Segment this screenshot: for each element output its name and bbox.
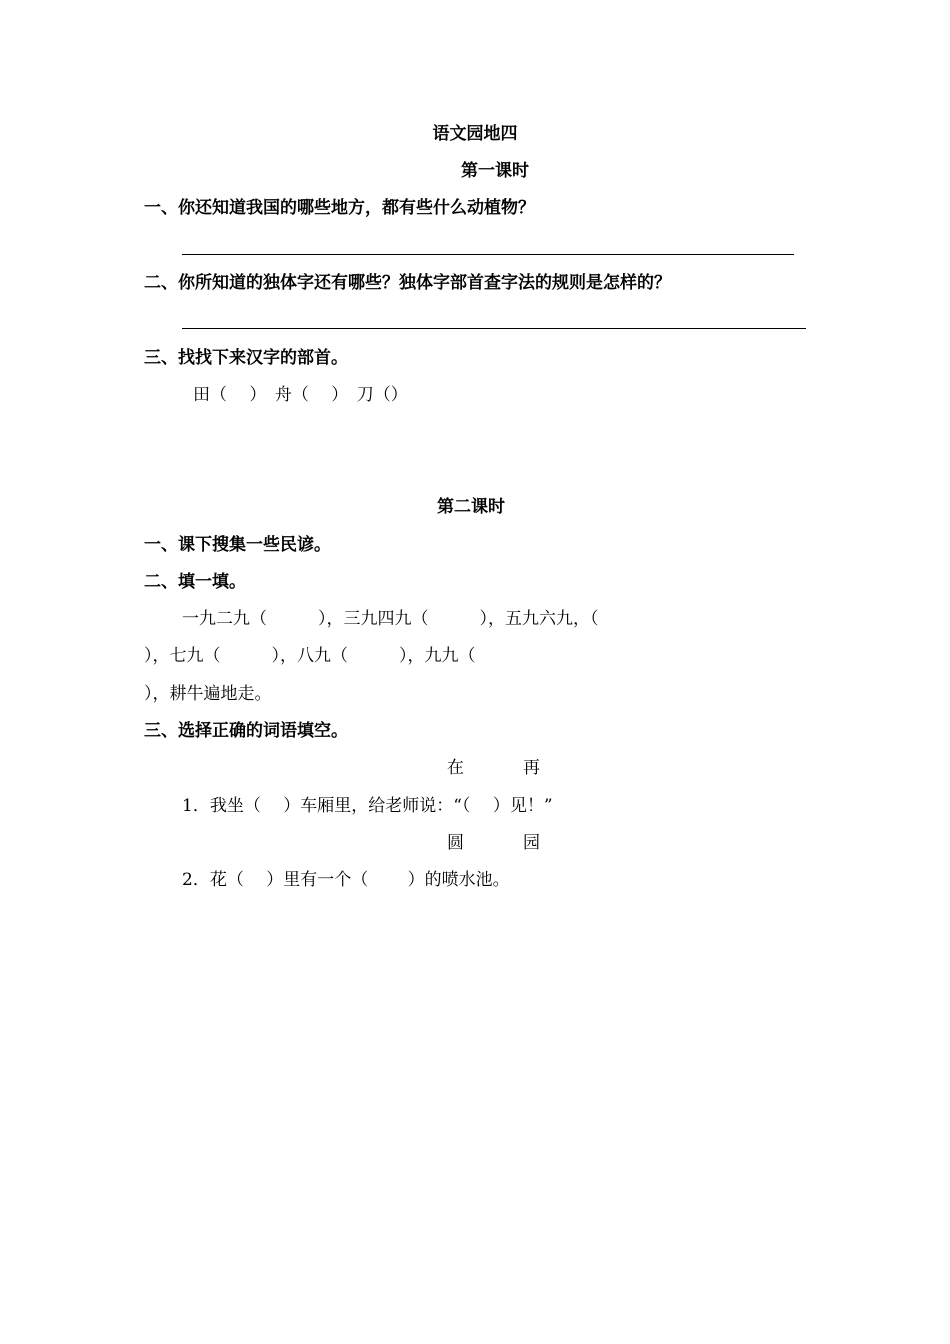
fill-item-1: 1．我坐（ ）车厢里，给老师说：“（ ）见！” [182,796,553,816]
lesson1-heading: 第一课时 [461,161,529,181]
lesson1-question-3: 三、找找下来汉字的部首。 [144,348,348,368]
fill-line-2: ），七九（ ），八九（ ），九九（ [144,646,476,666]
radical-items: 田（ ） 舟（ ） 刀（） [193,385,408,405]
lesson2-question-1: 一、课下搜集一些民谚。 [144,535,331,555]
word-choice-1b: 再 [523,758,540,778]
lesson2-question-2: 二、填一填。 [144,572,246,592]
word-choice-2a: 圆 [447,833,464,853]
fill-line-1: 一九二九（ ），三九四九（ ），五九六九，（ [182,609,599,629]
lesson2-heading: 第二课时 [437,497,505,517]
lesson1-question-2: 二、你所知道的独体字还有哪些？独体字部首查字法的规则是怎样的？ [144,273,671,293]
word-choice-2b: 园 [523,833,540,853]
fill-item-2: 2．花（ ）里有一个（ ）的喷水池。 [182,870,510,890]
lesson2-question-3: 三、选择正确的词语填空。 [144,721,348,741]
lesson1-question-1: 一、你还知道我国的哪些地方，都有些什么动植物？ [144,198,535,218]
answer-line-1 [182,254,794,255]
word-choice-1a: 在 [447,758,464,778]
page-title: 语文园地四 [432,124,518,144]
answer-line-2 [182,328,806,329]
fill-line-3: ），耕牛遍地走。 [144,684,272,704]
